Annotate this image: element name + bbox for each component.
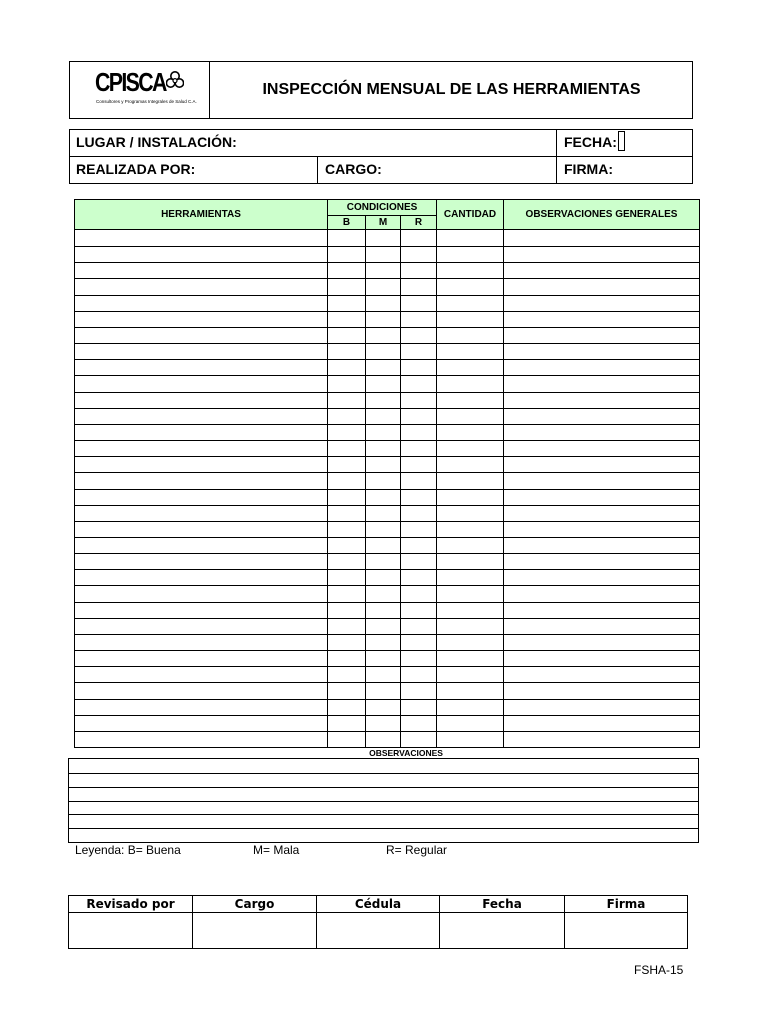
cell-r[interactable] (401, 650, 436, 666)
signoff-cell-firma[interactable] (565, 913, 687, 948)
observaciones-line (69, 787, 698, 788)
cell-observaciones[interactable] (504, 650, 699, 666)
cell-b[interactable] (328, 585, 365, 602)
cell-cantidad[interactable] (437, 553, 503, 569)
table-row (75, 666, 699, 682)
cell-herramienta[interactable] (75, 278, 327, 295)
cell-observaciones[interactable] (504, 715, 699, 731)
cell-m[interactable] (366, 230, 400, 246)
table-row (75, 392, 699, 408)
cell-observaciones[interactable] (504, 472, 699, 489)
cell-cantidad[interactable] (437, 634, 503, 650)
table-row (75, 715, 699, 731)
cell-b[interactable] (328, 392, 365, 408)
cell-observaciones[interactable] (504, 327, 699, 343)
cell-herramienta[interactable] (75, 456, 327, 472)
cell-r[interactable] (401, 262, 436, 278)
cell-m[interactable] (366, 505, 400, 521)
header-b: B (342, 217, 351, 228)
cell-observaciones[interactable] (504, 311, 699, 327)
cell-m[interactable] (366, 715, 400, 731)
cell-cantidad[interactable] (437, 715, 503, 731)
cell-m[interactable] (366, 278, 400, 295)
table-row (75, 456, 699, 472)
cell-observaciones[interactable] (504, 602, 699, 618)
cell-observaciones[interactable] (504, 634, 699, 650)
cell-herramienta[interactable] (75, 262, 327, 278)
cell-r[interactable] (401, 666, 436, 682)
cell-r[interactable] (401, 246, 436, 262)
cell-m[interactable] (366, 246, 400, 262)
cell-m[interactable] (366, 666, 400, 682)
logo-wordmark: CPISCA (95, 67, 166, 97)
lugar-instalacion-label: LUGAR / INSTALACIÓN: (76, 134, 237, 150)
cell-cantidad[interactable] (437, 424, 503, 440)
cell-herramienta[interactable] (75, 634, 327, 650)
cell-b[interactable] (328, 440, 365, 456)
table-row (75, 278, 699, 295)
document-title: INSPECCIÓN MENSUAL DE LAS HERRAMIENTAS (262, 81, 641, 98)
cell-m[interactable] (366, 731, 400, 747)
cell-cantidad[interactable] (437, 311, 503, 327)
cell-herramienta[interactable] (75, 375, 327, 392)
cell-herramienta[interactable] (75, 505, 327, 521)
cell-m[interactable] (366, 489, 400, 505)
table-row (75, 230, 699, 246)
header-condiciones: CONDICIONES (346, 202, 418, 213)
cell-herramienta[interactable] (75, 295, 327, 311)
cell-observaciones[interactable] (504, 489, 699, 505)
cell-m[interactable] (366, 440, 400, 456)
signoff-table (68, 895, 688, 949)
cell-r[interactable] (401, 327, 436, 343)
cell-m[interactable] (366, 650, 400, 666)
table-row (75, 472, 699, 489)
cell-cantidad[interactable] (437, 230, 503, 246)
cell-cantidad[interactable] (437, 343, 503, 359)
cell-herramienta[interactable] (75, 585, 327, 602)
signoff-cell-revisado[interactable] (69, 913, 192, 948)
cell-b[interactable] (328, 327, 365, 343)
cell-r[interactable] (401, 634, 436, 650)
cell-m[interactable] (366, 521, 400, 537)
cell-m[interactable] (366, 408, 400, 424)
cell-r[interactable] (401, 440, 436, 456)
cell-cantidad[interactable] (437, 682, 503, 699)
cell-b[interactable] (328, 375, 365, 392)
column-divider (503, 200, 504, 747)
cell-observaciones[interactable] (504, 295, 699, 311)
table-row (75, 246, 699, 262)
table-row (75, 699, 699, 715)
observaciones-label: OBSERVACIONES (369, 748, 443, 758)
cell-cantidad[interactable] (437, 569, 503, 585)
table-row (75, 602, 699, 618)
cell-m[interactable] (366, 311, 400, 327)
document-header (69, 61, 693, 119)
table-header (75, 200, 699, 230)
cell-cantidad[interactable] (437, 375, 503, 392)
signoff-cell-fecha[interactable] (440, 913, 564, 948)
logo-tagline: Consultores y Programas Integrales de Salud C.A. (96, 99, 197, 104)
cargo-label: CARGO: (325, 161, 382, 177)
cell-cantidad[interactable] (437, 489, 503, 505)
cell-observaciones[interactable] (504, 343, 699, 359)
observaciones-line (69, 814, 698, 815)
cell-cantidad[interactable] (437, 246, 503, 262)
cell-b[interactable] (328, 666, 365, 682)
cell-cantidad[interactable] (437, 602, 503, 618)
cell-herramienta[interactable] (75, 246, 327, 262)
cell-r[interactable] (401, 408, 436, 424)
cell-herramienta[interactable] (75, 392, 327, 408)
cell-b[interactable] (328, 731, 365, 747)
signoff-header-revisado: Revisado por (86, 897, 175, 911)
table-row (75, 731, 699, 747)
observaciones-line (69, 828, 698, 829)
cell-observaciones[interactable] (504, 618, 699, 634)
cell-herramienta[interactable] (75, 650, 327, 666)
cell-cantidad[interactable] (437, 359, 503, 375)
table-row (75, 295, 699, 311)
cell-herramienta[interactable] (75, 682, 327, 699)
cell-cantidad[interactable] (437, 392, 503, 408)
cell-m[interactable] (366, 602, 400, 618)
observaciones-box[interactable] (68, 758, 699, 843)
cell-b[interactable] (328, 682, 365, 699)
cell-r[interactable] (401, 343, 436, 359)
cell-herramienta[interactable] (75, 715, 327, 731)
table-row (75, 569, 699, 585)
cell-b[interactable] (328, 505, 365, 521)
cell-cantidad[interactable] (437, 537, 503, 553)
firma-label: FIRMA: (564, 161, 613, 177)
cell-herramienta[interactable] (75, 472, 327, 489)
table-row (75, 537, 699, 553)
column-divider (317, 156, 318, 183)
cell-m[interactable] (366, 327, 400, 343)
cell-m[interactable] (366, 585, 400, 602)
cell-herramienta[interactable] (75, 359, 327, 375)
column-divider (556, 130, 557, 183)
cell-herramienta[interactable] (75, 537, 327, 553)
cell-b[interactable] (328, 278, 365, 295)
cell-r[interactable] (401, 553, 436, 569)
table-row (75, 440, 699, 456)
cell-observaciones[interactable] (504, 553, 699, 569)
cell-cantidad[interactable] (437, 699, 503, 715)
table-row (75, 262, 699, 278)
cell-cantidad[interactable] (437, 278, 503, 295)
table-row (75, 521, 699, 537)
cell-herramienta[interactable] (75, 230, 327, 246)
header-herramientas: HERRAMIENTAS (161, 209, 241, 220)
cell-herramienta[interactable] (75, 731, 327, 747)
cell-b[interactable] (328, 569, 365, 585)
cell-observaciones[interactable] (504, 682, 699, 699)
cell-cantidad[interactable] (437, 666, 503, 682)
cell-b[interactable] (328, 262, 365, 278)
table-row (75, 634, 699, 650)
column-divider (365, 215, 366, 747)
cell-m[interactable] (366, 569, 400, 585)
cell-m[interactable] (366, 359, 400, 375)
cell-cantidad[interactable] (437, 408, 503, 424)
cell-b[interactable] (328, 715, 365, 731)
legend-regular: R= Regular (386, 843, 448, 857)
cell-herramienta[interactable] (75, 343, 327, 359)
table-row (75, 311, 699, 327)
signoff-header-fecha: Fecha (482, 897, 522, 911)
cell-b[interactable] (328, 553, 365, 569)
cell-herramienta[interactable] (75, 666, 327, 682)
cell-observaciones[interactable] (504, 262, 699, 278)
cell-observaciones[interactable] (504, 230, 699, 246)
header-r: R (414, 217, 423, 228)
cell-r[interactable] (401, 375, 436, 392)
table-row (75, 408, 699, 424)
cell-b[interactable] (328, 618, 365, 634)
cell-herramienta[interactable] (75, 569, 327, 585)
cell-r[interactable] (401, 424, 436, 440)
cell-b[interactable] (328, 537, 365, 553)
header-observaciones-generales: OBSERVACIONES GENERALES (525, 209, 678, 220)
cell-cantidad[interactable] (437, 456, 503, 472)
table-row (75, 650, 699, 666)
biohazard-icon (166, 70, 184, 90)
cell-r[interactable] (401, 618, 436, 634)
inspection-info-grid (69, 129, 693, 184)
table-row (75, 505, 699, 521)
cell-observaciones[interactable] (504, 456, 699, 472)
cell-observaciones[interactable] (504, 585, 699, 602)
cell-m[interactable] (366, 456, 400, 472)
cell-b[interactable] (328, 489, 365, 505)
header-cantidad: CANTIDAD (443, 209, 497, 220)
cell-b[interactable] (328, 343, 365, 359)
cell-b[interactable] (328, 472, 365, 489)
table-row (75, 585, 699, 602)
fecha-field[interactable] (564, 130, 625, 155)
cell-m[interactable] (366, 618, 400, 634)
cell-cantidad[interactable] (437, 505, 503, 521)
cell-m[interactable] (366, 424, 400, 440)
table-row (75, 553, 699, 569)
cell-herramienta[interactable] (75, 408, 327, 424)
cell-r[interactable] (401, 278, 436, 295)
cell-herramienta[interactable] (75, 424, 327, 440)
table-row (75, 375, 699, 392)
cell-herramienta[interactable] (75, 699, 327, 715)
table-row (75, 327, 699, 343)
cell-cantidad[interactable] (437, 327, 503, 343)
column-divider (400, 215, 401, 747)
cell-cantidad[interactable] (437, 295, 503, 311)
cell-b[interactable] (328, 424, 365, 440)
cell-m[interactable] (366, 634, 400, 650)
cell-b[interactable] (328, 311, 365, 327)
cell-r[interactable] (401, 311, 436, 327)
cell-cantidad[interactable] (437, 262, 503, 278)
table-row (75, 682, 699, 699)
cell-b[interactable] (328, 359, 365, 375)
cell-observaciones[interactable] (504, 505, 699, 521)
cell-m[interactable] (366, 295, 400, 311)
cell-herramienta[interactable] (75, 489, 327, 505)
tool-inspection-table (74, 199, 700, 748)
cell-m[interactable] (366, 375, 400, 392)
cell-m[interactable] (366, 537, 400, 553)
cell-m[interactable] (366, 262, 400, 278)
cell-cantidad[interactable] (437, 521, 503, 537)
cell-b[interactable] (328, 295, 365, 311)
cell-observaciones[interactable] (504, 666, 699, 682)
table-row (75, 424, 699, 440)
cell-b[interactable] (328, 602, 365, 618)
cell-herramienta[interactable] (75, 521, 327, 537)
observaciones-line (69, 773, 698, 774)
column-divider (436, 200, 437, 747)
document-code: FSHA-15 (634, 963, 684, 977)
cell-r[interactable] (401, 699, 436, 715)
cell-b[interactable] (328, 650, 365, 666)
table-row (75, 343, 699, 359)
cell-herramienta[interactable] (75, 327, 327, 343)
cell-r[interactable] (401, 295, 436, 311)
signoff-header-cargo: Cargo (234, 897, 275, 911)
logo-cell (70, 62, 210, 118)
cell-cantidad[interactable] (437, 472, 503, 489)
realizada-por-label: REALIZADA POR: (76, 161, 196, 177)
cell-herramienta[interactable] (75, 440, 327, 456)
cell-r[interactable] (401, 505, 436, 521)
cell-herramienta[interactable] (75, 602, 327, 618)
cell-b[interactable] (328, 699, 365, 715)
observaciones-line (69, 801, 698, 802)
cell-observaciones[interactable] (504, 521, 699, 537)
signoff-header-firma: Firma (606, 897, 646, 911)
table-row (75, 489, 699, 505)
cell-r[interactable] (401, 731, 436, 747)
cell-m[interactable] (366, 392, 400, 408)
cell-observaciones[interactable] (504, 440, 699, 456)
legend-buena: Leyenda: B= Buena (75, 843, 181, 857)
cell-r[interactable] (401, 521, 436, 537)
cell-m[interactable] (366, 553, 400, 569)
cell-m[interactable] (366, 472, 400, 489)
fecha-label: FECHA: (564, 134, 617, 150)
signoff-header-cedula: Cédula (354, 897, 402, 911)
cell-b[interactable] (328, 230, 365, 246)
cell-b[interactable] (328, 521, 365, 537)
cell-r[interactable] (401, 472, 436, 489)
cell-cantidad[interactable] (437, 650, 503, 666)
cell-herramienta[interactable] (75, 311, 327, 327)
cell-observaciones[interactable] (504, 359, 699, 375)
cell-m[interactable] (366, 699, 400, 715)
cell-cantidad[interactable] (437, 618, 503, 634)
cell-r[interactable] (401, 715, 436, 731)
cell-observaciones[interactable] (504, 392, 699, 408)
cell-observaciones[interactable] (504, 699, 699, 715)
cell-cantidad[interactable] (437, 731, 503, 747)
cell-observaciones[interactable] (504, 408, 699, 424)
cell-b[interactable] (328, 246, 365, 262)
cell-b[interactable] (328, 408, 365, 424)
cell-r[interactable] (401, 489, 436, 505)
table-row (75, 618, 699, 634)
cell-cantidad[interactable] (437, 440, 503, 456)
cell-m[interactable] (366, 682, 400, 699)
cell-observaciones[interactable] (504, 424, 699, 440)
cell-herramienta[interactable] (75, 553, 327, 569)
cell-r[interactable] (401, 230, 436, 246)
fecha-input-cursor[interactable] (618, 131, 625, 151)
cell-r[interactable] (401, 537, 436, 553)
cell-r[interactable] (401, 359, 436, 375)
cell-r[interactable] (401, 602, 436, 618)
signoff-cell-cedula[interactable] (317, 913, 439, 948)
cell-b[interactable] (328, 634, 365, 650)
cell-observaciones[interactable] (504, 246, 699, 262)
cell-m[interactable] (366, 343, 400, 359)
cell-observaciones[interactable] (504, 278, 699, 295)
table-row (75, 359, 699, 375)
cell-observaciones[interactable] (504, 569, 699, 585)
cell-observaciones[interactable] (504, 375, 699, 392)
cell-r[interactable] (401, 456, 436, 472)
signoff-cell-cargo[interactable] (193, 913, 316, 948)
cell-r[interactable] (401, 569, 436, 585)
header-m: M (378, 217, 388, 228)
cell-cantidad[interactable] (437, 585, 503, 602)
column-divider (327, 200, 328, 747)
cell-r[interactable] (401, 585, 436, 602)
legend-mala: M= Mala (253, 843, 300, 857)
cell-r[interactable] (401, 682, 436, 699)
cell-observaciones[interactable] (504, 537, 699, 553)
cell-r[interactable] (401, 392, 436, 408)
cell-herramienta[interactable] (75, 618, 327, 634)
cell-b[interactable] (328, 456, 365, 472)
cell-observaciones[interactable] (504, 731, 699, 747)
